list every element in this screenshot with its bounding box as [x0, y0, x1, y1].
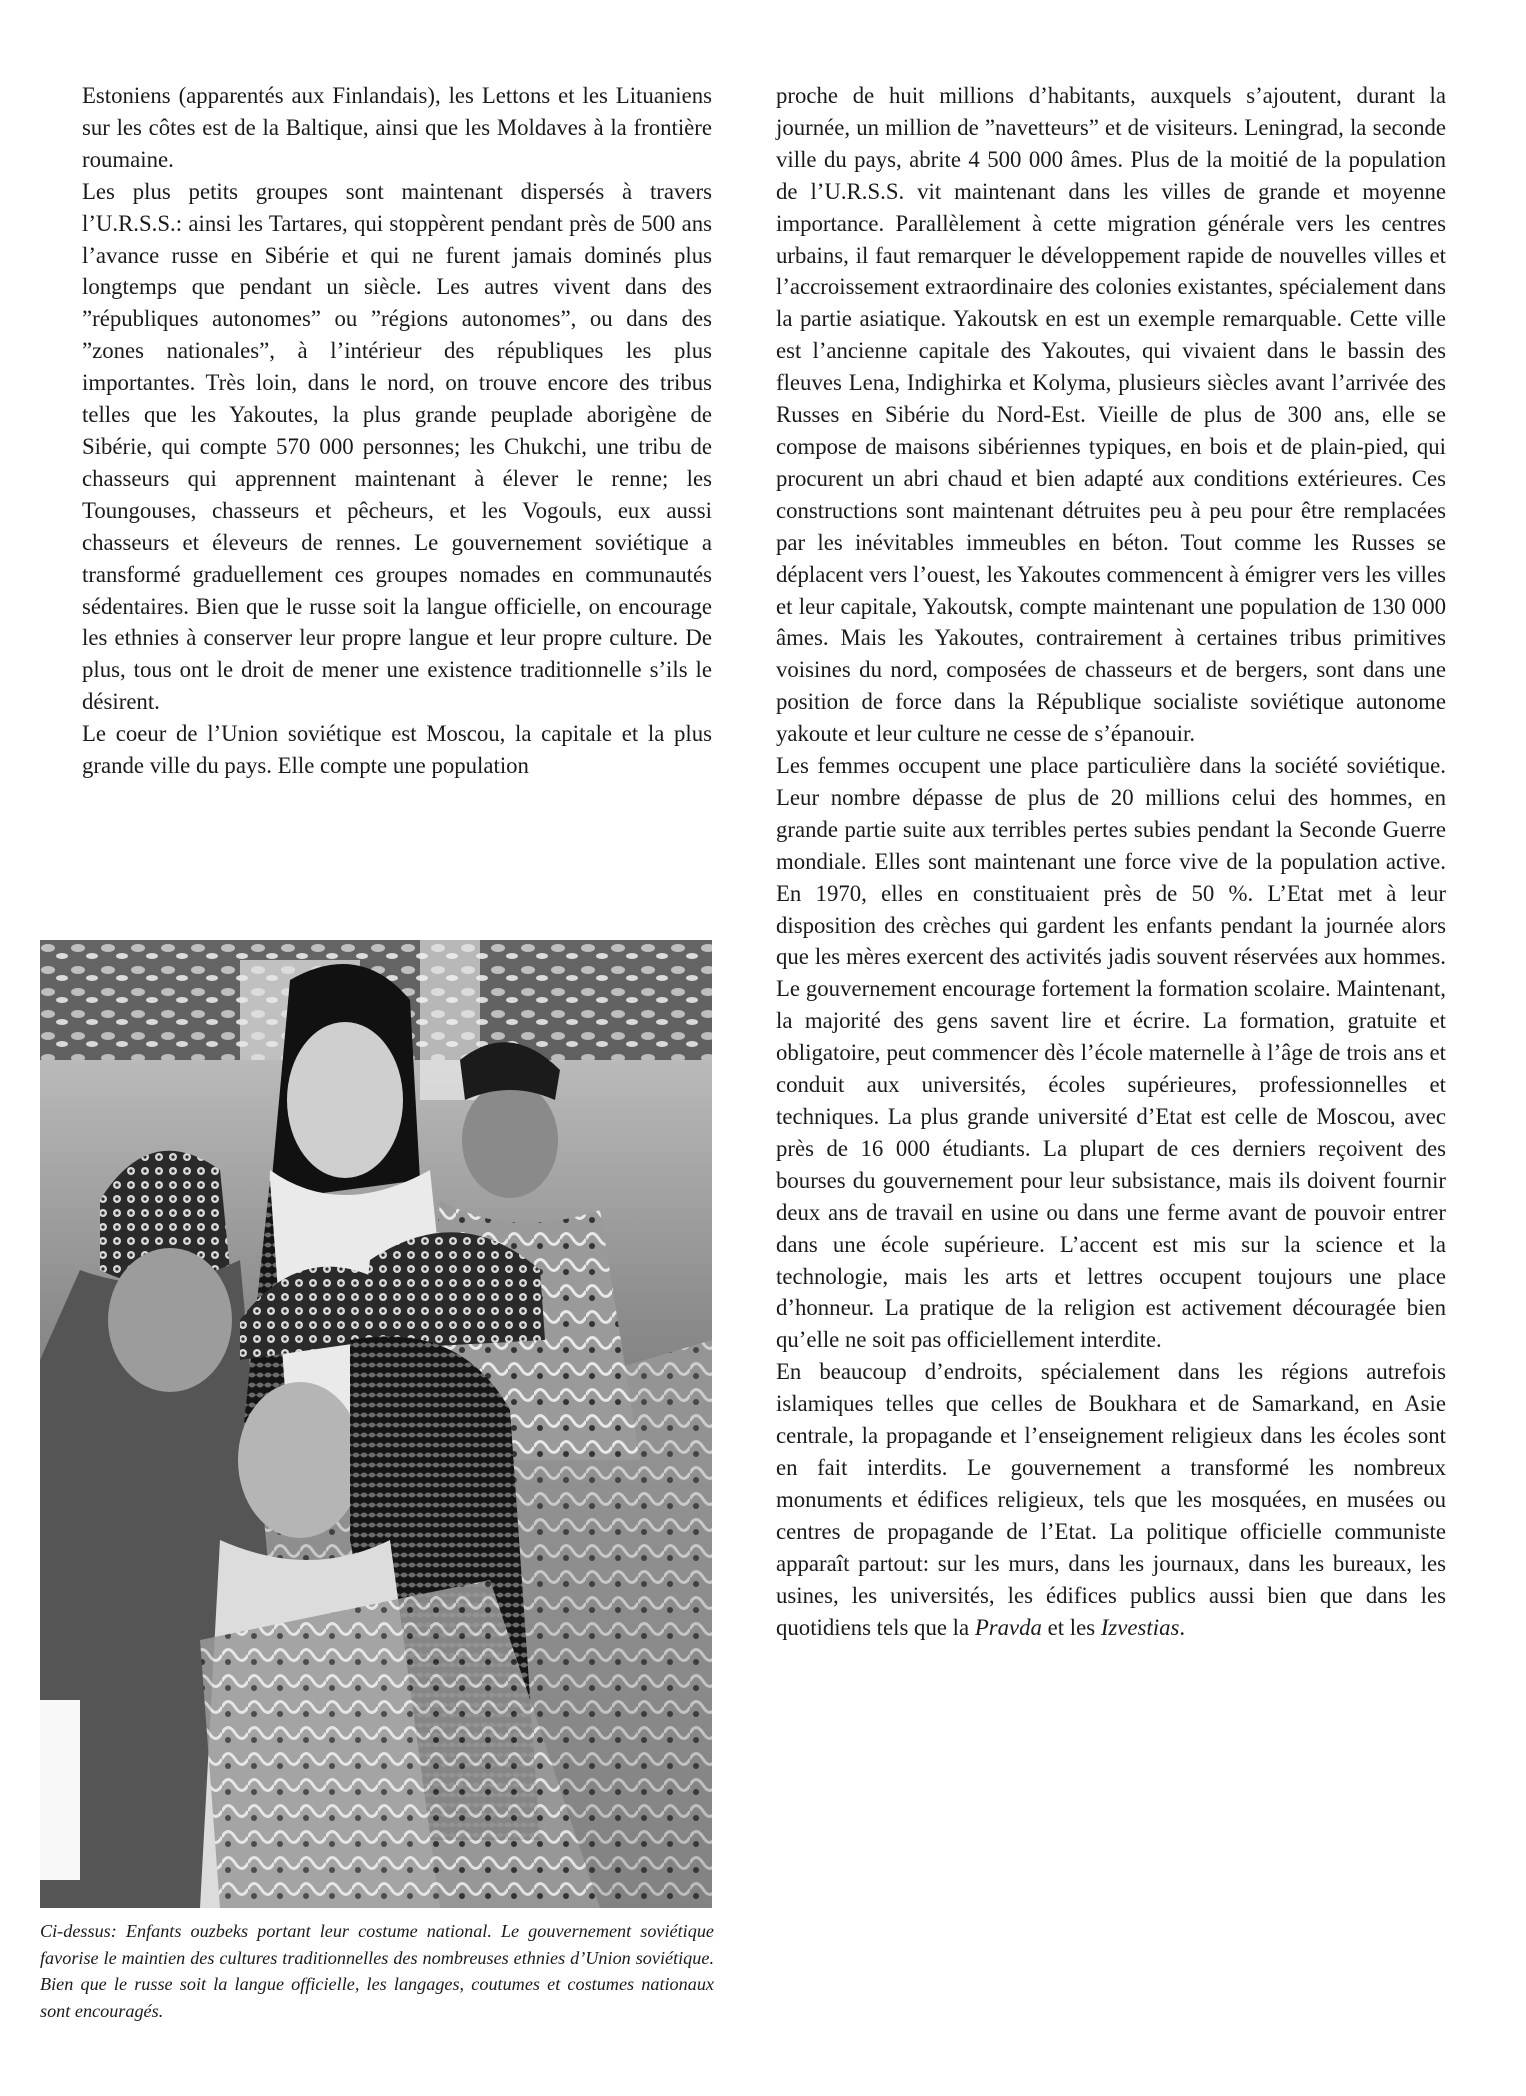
last-line-suffix: . [1179, 1614, 1186, 1640]
photo-uzbek-children [40, 940, 712, 1908]
last-line-middle: et les [1041, 1614, 1101, 1640]
paragraph: Les plus petits groupes sont maintenant dispersés à travers l’U.R.S.S.: ainsi les Tartares, qui stoppèrent pendant près de 500 ans l’avance russe en Sibérie et qui ne furent jamais dominés plus longtemps que pendant un siècle. Les autres vivent dans des ”républiques autonomes” ou ”régions autonomes”, ou dans des ”zones nationales”, à l’intérieur des républiques les plus importantes. Très loin, dans le nord, on trouve encore des tribus telles que les Yakoutes, la plus grande peuplade aborigène de Sibérie, qui compte 570 000 personnes; les Chukchi, une tribu de chasseurs qui apprennent maintenant à élever le renne; les Toungouses, chasseurs et pêcheurs, et les Vogouls, eux aussi chasseurs et éleveurs de rennes. Le gouvernement soviétique a transformé graduellement ces groupes nomades en communautés sédentaires. Bien que le russe soit la langue officielle, on encourage les ethnies à conserver leur propre langue et leur propre culture. De plus, tous ont le droit de mener une existence traditionnelle s’ils le désirent. [82, 178, 712, 715]
paragraph: Estoniens (apparentés aux Finlandais), les Lettons et les Lituaniens sur les côtes est de la Baltique, ainsi que les Moldaves à la frontière roumaine. [82, 83, 712, 172]
paragraph-body: En beaucoup d’endroits, spécialement dans les régions autrefois islamiques telles que celles de Boukhara et de Samarkand, en Asie centrale, la propagande et l’enseignement religieux dans les écoles sont en fait interdits. Le gouvernement a transformé les nombreux monuments et édifices religieux, tels que les mosquées, en musées ou centres de propagande de l’Etat. La politique officielle communiste apparaît partout: sur les murs, dans les journaux, dans les bureaux, les usines, les universités, les édifices publics aussi bien que dans les quotidiens tels [776, 1359, 1446, 1640]
left-text-column [82, 80, 712, 782]
paragraph: Les femmes occupent une place particulière dans la société soviétique. Leur nombre dépasse de plus de 20 millions celui des hommes, en grande partie suite aux terribles pertes subies pendant la Seconde Guerre mondiale. Elles sont maintenant une force vive de la population active. En 1970, elles en constituaient près de 50 %. L’Etat met à leur disposition des crèches qui gardent les enfants pendant la journée alors que les mères exercent des activités jadis souvent réservées aux hommes. Le gouvernement encourage fortement la formation scolaire. Maintenant, la majorité des gens savent lire et écrire. La formation, gratuite et obligatoire, peut commencer dès l’école maternelle à l’âge de trois ans et conduit aux universités, écoles supérieures, professionnelles et techniques. La plus grande université d’Etat est celle de Moscou, avec près de 16 000 étudiants. La plupart de ces derniers reçoivent des bourses du gouvernement pour leur subsistance, mais ils doivent fournir deux ans de travail en usine ou dans une ferme avant de pouvoir entrer dans une école supérieure. L’accent est mis sur la science et la technologie, mais les arts et lettres occupent toujours une place d’honneur. La pratique de la religion est activement découragée bien qu’elle ne soit pas officiellement interdite. [776, 753, 1446, 1353]
last-line-prefix: que la [914, 1614, 975, 1640]
photo-caption: Ci-dessus: Enfants ouzbeks portant leur costume national. Le gouvernement soviétique favorise le maintien des cultures traditionnelles des nombreuses ethnies d’Union soviétique. Bien que le russe soit la langue officielle, les langages, coutumes et costumes nationaux sont encouragés. [40, 1921, 714, 2021]
paragraph [776, 1356, 1446, 1643]
newspaper-izvestias: Izvestias [1100, 1614, 1180, 1640]
newspaper-pravda: Pravda [974, 1614, 1042, 1640]
paragraph: proche de huit millions d’habitants, auxquels s’ajoutent, durant la journée, un million de ”navetteurs” et de visiteurs. Leningrad, la seconde ville du pays, abrite 4 500 000 âmes. Plus de la moitié de la population de l’U.R.S.S. vit maintenant dans les villes de grande et moyenne importance. Parallèlement à cette migration générale vers les centres urbains, il faut remarquer le développement rapide de nouvelles villes et l’accroissement extraordinaire des colonies existantes, spécialement dans la partie asiatique. Yakoutsk en est un exemple remarquable. Cette ville est l’ancienne capitale des Yakoutes, qui vivaient dans le bassin des fleuves Lena, Indighirka et Kolyma, plusieurs siècles avant l’arrivée des Russes en Sibérie du Nord-Est. Vieille de plus de 300 ans, elle se compose de maisons sibériennes typiques, en bois et de plain-pied, qui procurent un abri chaud et bien adapté aux conditions extérieures. Ces constructions sont maintenant détruites peu à peu pour être remplacées par les inévitables immeubles en béton. Tout comme les Russes se déplacent vers l’ouest, les Yakoutes commencent à émigrer vers les villes et leur capitale, Yakoutsk, compte maintenant une population de 130 000 âmes. Mais les Yakoutes, contrairement à certaines tribus primitives voisines du nord, composées de chasseurs et de bergers, sont dans une position de force dans la République socialiste soviétique autonome yakoute et leur culture ne cesse de s’épanouir. [776, 83, 1446, 747]
paragraph: Le coeur de l’Union soviétique est Moscou, la capitale et la plus grande ville du pays. Elle compte une population [82, 721, 712, 779]
right-text-column [776, 80, 1446, 1643]
